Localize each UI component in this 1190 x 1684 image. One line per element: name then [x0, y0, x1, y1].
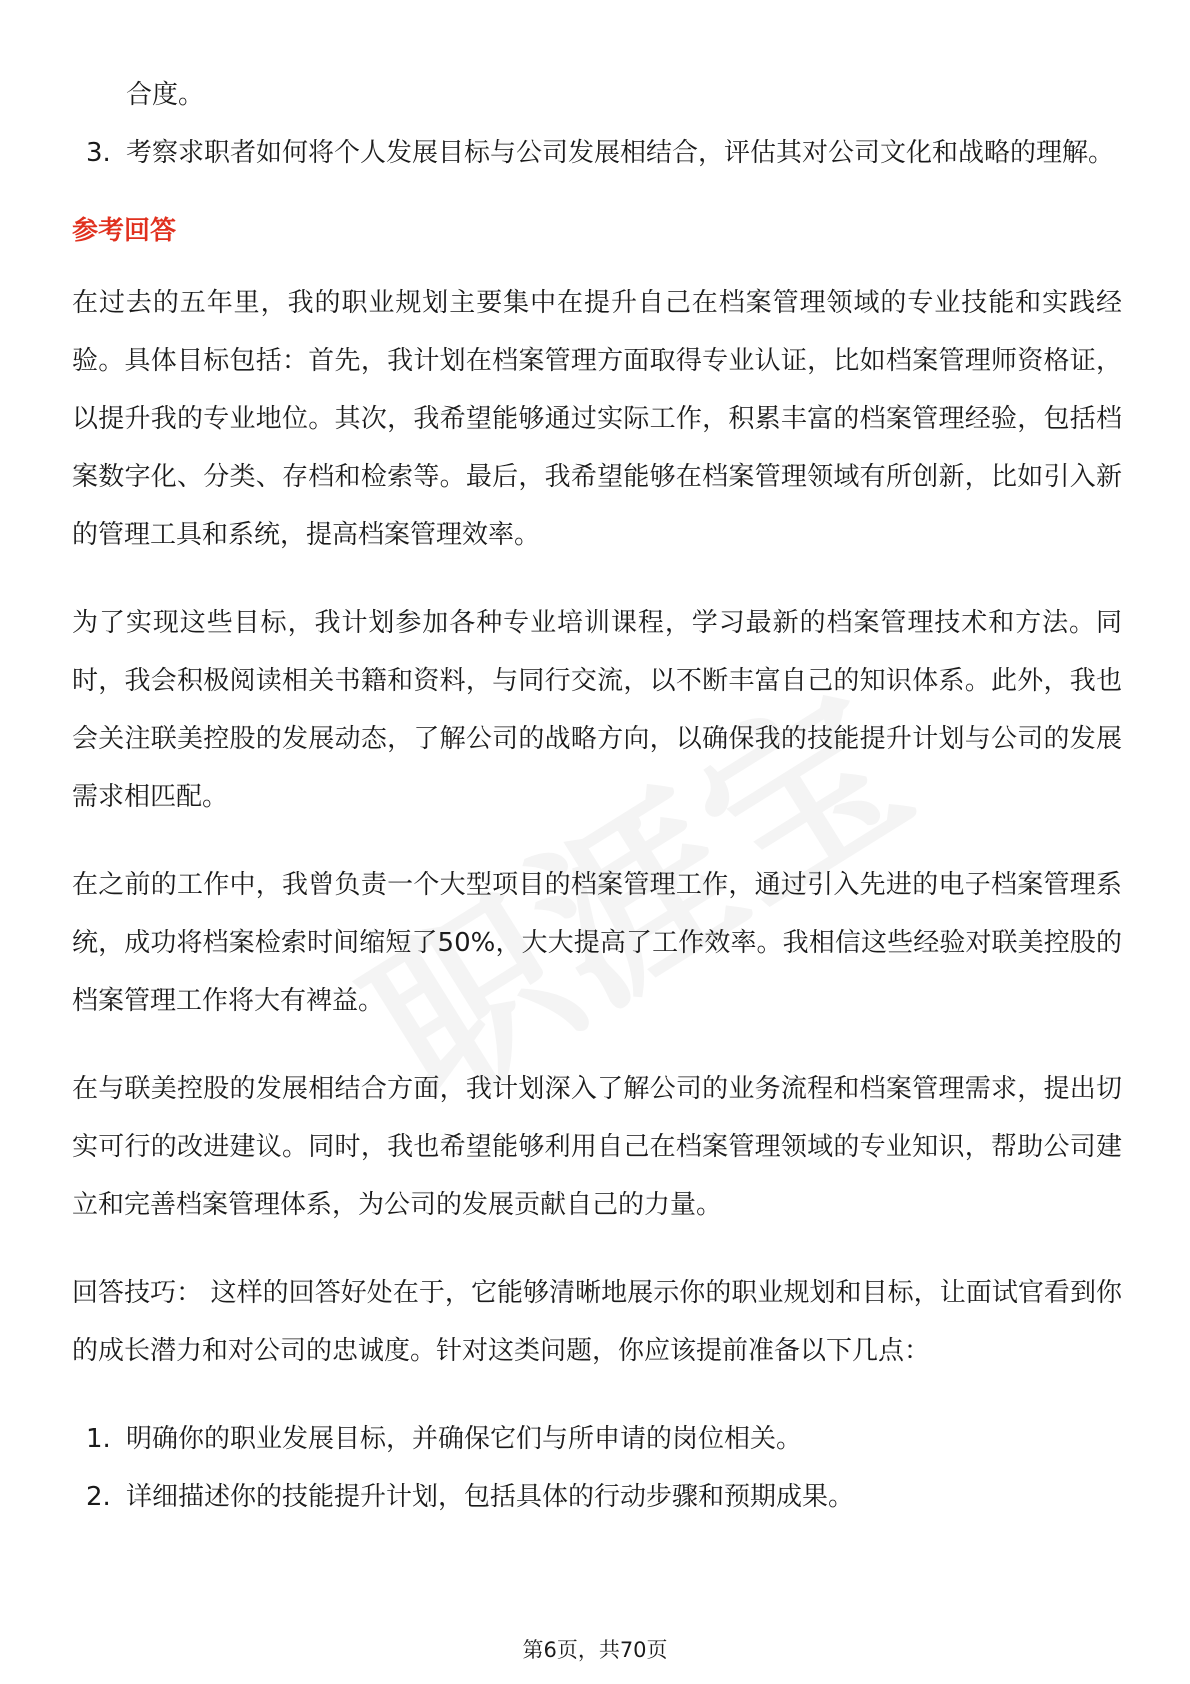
paragraph: 为了实现这些目标，我计划参加各种专业培训课程，学习最新的档案管理技术和方法。同时，我会积极阅读相关书籍和资料，与同行交流，以不断丰富自己的知识体系。此外，我也会关注联美控股的发展动态，了解公司的战略方向，以确保我的技能提升计划与公司的发展需求相匹配。 [72, 608, 1122, 812]
list-item-text: 明确你的职业发展目标，并确保它们与所申请的岗位相关。 [126, 1424, 803, 1454]
list-item-text: 详细描述你的技能提升计划，包括具体的行动步骤和预期成果。 [126, 1482, 855, 1512]
page-content [72, 66, 1122, 1526]
paragraph: 在过去的五年里，我的职业规划主要集中在提升自己在档案管理领域的专业技能和实践经验。具体目标包括：首先，我计划在档案管理方面取得专业认证，比如档案管理师资格证，以提升我的专业地位。其次，我希望能够通过实际工作，积累丰富的档案管理经验，包括档案数字化、分类、存档和检索等。最后，我希望能够在档案管理领域有所创新，比如引入新的管理工具和系统，提高档案管理效率。 [72, 288, 1122, 550]
paragraph: 在与联美控股的发展相结合方面，我计划深入了解公司的业务流程和档案管理需求，提出切实可行的改进建议。同时，我也希望能够利用自己在档案管理领域的专业知识，帮助公司建立和完善档案管理体系，为公司的发展贡献自己的力量。 [72, 1074, 1122, 1220]
page-number: 第6页，共70页 [522, 1638, 668, 1662]
list-item-number: 2. [86, 1482, 111, 1512]
section-heading: 参考回答 [72, 216, 177, 246]
list-item [72, 1410, 1122, 1468]
list-item-number: 3. [86, 138, 111, 168]
paragraph: 在之前的工作中，我曾负责一个大型项目的档案管理工作，通过引入先进的电子档案管理系统，成功将档案检索时间缩短了50%，大大提高了工作效率。我相信这些经验对联美控股的档案管理工作将大有裨益。 [72, 870, 1122, 1016]
list-item-number: 1. [86, 1424, 111, 1454]
tips-list [72, 1410, 1122, 1526]
tips-paragraph: 回答技巧： 这样的回答好处在于，它能够清晰地展示你的职业规划和目标，让面试官看到你的成长潜力和对公司的忠诚度。针对这类问题，你应该提前准备以下几点： [72, 1278, 1122, 1366]
list-item [72, 124, 1122, 182]
list-item-continuation: 合度。 [126, 80, 205, 110]
list-item [72, 1468, 1122, 1526]
list-item-text: 考察求职者如何将个人发展目标与公司发展相结合，评估其对公司文化和战略的理解。 [126, 138, 1115, 168]
